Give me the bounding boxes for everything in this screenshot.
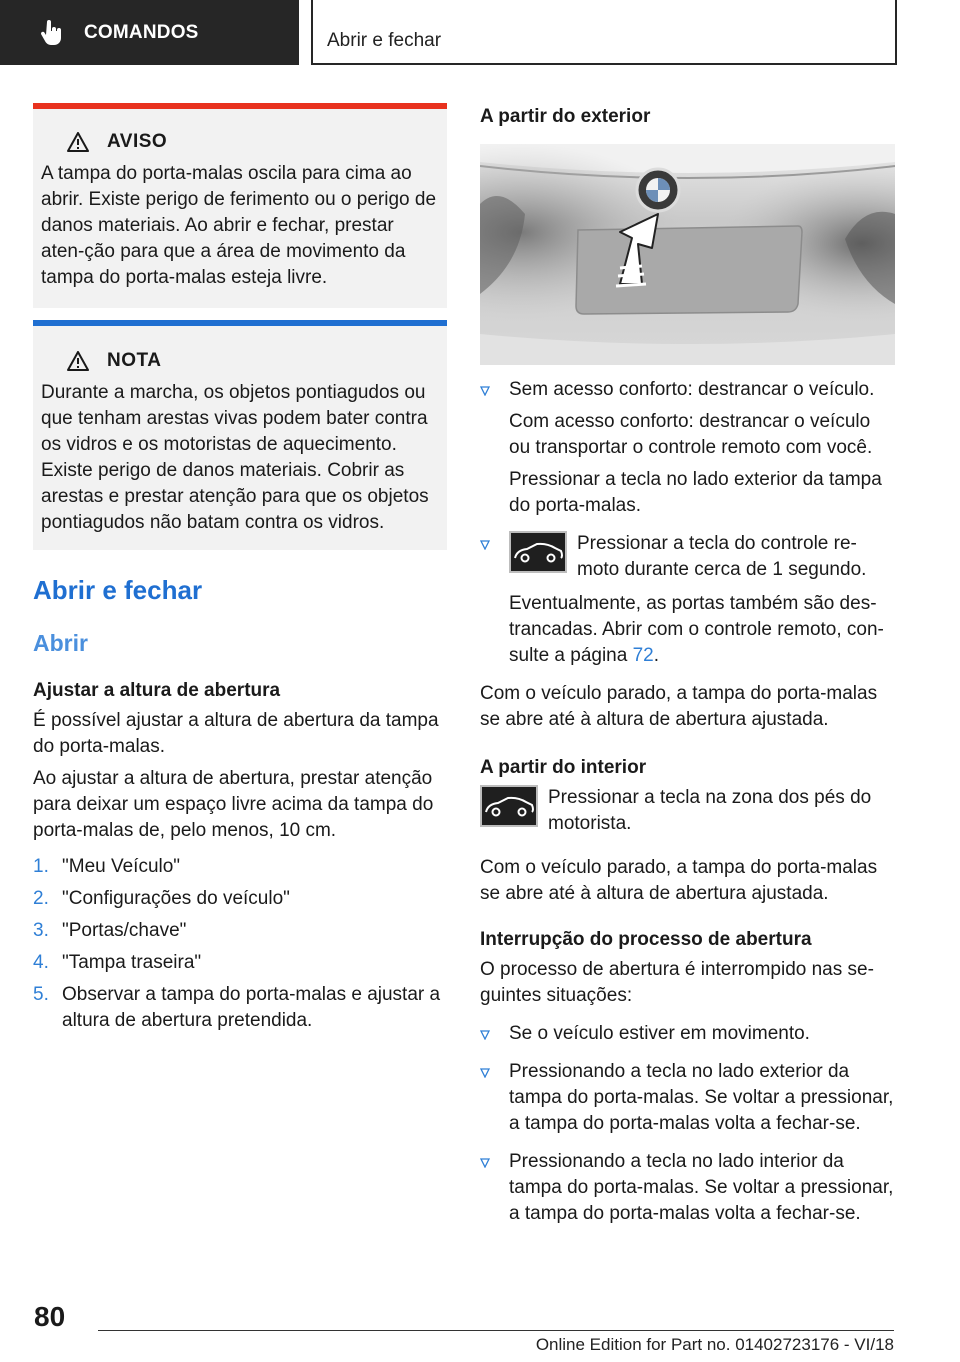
list-item: 1. "Meu Veículo": [33, 856, 181, 877]
triangle-bullet-icon: [480, 1068, 490, 1078]
warning-text: A tampa do porta-malas oscila para cima ao abrir. Existe perigo de ferimento ou o perigo de danos materiais. Ao abrir e fechar, prestar aten-ção para que a área de movimento da tampa do porta-malas esteja livre.: [41, 163, 437, 288]
note-box: [33, 320, 447, 550]
paragraph: Ao ajustar a altura de abertura, prestar atenção para deixar um espaço livre acima da tampa do porta-malas de, pelo menos, 10 cm.: [33, 768, 434, 841]
header-section-tab: [0, 0, 299, 65]
list-item: 3. "Portas/chave": [33, 920, 187, 941]
remote-instruction: Pressionar a tecla do controle re-moto durante cerca de 1 segundo.: [577, 533, 867, 580]
right-column: [480, 377, 895, 1239]
list-item: Pressionar a tecla do controle re-moto durante cerca de 1 segundo. Eventualmente, as portas também são des-trancadas. Abrir com o controle remoto, con-sulte a página 72.: [480, 531, 895, 669]
page-number: 80: [34, 1301, 66, 1332]
paragraph: Com o veículo parado, a tampa do porta-malas se abre até à altura de abertura ajustada.: [480, 857, 878, 904]
footer-edition: Online Edition for Part no. 01402723176 - VI/18: [535, 1335, 894, 1354]
warning-title: AVISO: [107, 131, 168, 152]
interruption-heading: Interrupção do processo de abertura: [480, 929, 812, 950]
paragraph: Com o veículo parado, a tampa do porta-malas se abre até à altura de abertura ajustada.: [480, 683, 878, 730]
paragraph: É possível ajustar a altura de abertura da tampa do porta-malas.: [33, 710, 439, 757]
interior-trunk-button-icon: [480, 785, 538, 827]
header-section-title: COMANDOS: [84, 21, 199, 43]
header-subtitle-box: [311, 0, 897, 65]
remote-trunk-button-icon: [509, 531, 567, 573]
warning-box: [33, 103, 447, 308]
triangle-bullet-icon: [480, 1158, 490, 1168]
triangle-bullet-icon: [480, 1030, 490, 1040]
paragraph: O processo de abertura é interrompido nas se-guintes situações:: [480, 959, 874, 1006]
hand-pointer-icon: [38, 19, 66, 47]
list-item: 4. "Tampa traseira": [33, 952, 202, 973]
list-item: 2. "Configurações do veículo": [33, 888, 290, 909]
exterior-heading: A partir do exterior: [480, 106, 651, 127]
triangle-bullet-icon: [480, 540, 490, 550]
exterior-steps: [480, 377, 895, 669]
interior-instruction: Pressionar a tecla na zona dos pés do motorista.: [548, 787, 872, 834]
list-item: Pressionando a tecla no lado interior da tampa do porta-malas. Se voltar a pressionar, a tampa do porta-malas volta a fechar-se.: [480, 1149, 895, 1227]
topic-heading: Ajustar a altura de abertura: [33, 680, 281, 701]
list-item: Se o veículo estiver em movimento.: [480, 1021, 895, 1047]
page-link[interactable]: 72: [632, 645, 654, 666]
list-item: Sem acesso conforto: destrancar o veículo. Com acesso conforto: destrancar o veículo ou transportar o controle remoto com você. Pressionar a tecla no lado exterior da tampa do porta-malas.: [480, 377, 895, 519]
section-heading: Abrir e fechar: [33, 575, 203, 605]
warning-heading: [67, 129, 439, 155]
warning-accent-bar: [33, 103, 447, 109]
subsection-heading: Abrir: [33, 630, 88, 656]
steps-list: [33, 854, 447, 1034]
triangle-bullet-icon: [480, 386, 490, 396]
left-column: [33, 574, 447, 1040]
interruption-cases: [480, 1021, 895, 1227]
note-text: Durante a marcha, os objetos pontiagudos ou que tenham arestas vivas podem bater contra os vidros e os motoristas de aquecimento. Existe perigo de danos materiais. Cobrir as arestas e prestar atenção para que os objetos pontiagudos não batam contra os vidros.: [41, 382, 429, 533]
header-subtitle: Abrir e fechar: [327, 30, 442, 51]
footer-divider: [98, 1330, 894, 1331]
note-heading: [67, 348, 439, 374]
list-item: 5. Observar a tampa do porta-malas e ajustar a altura de abertura pretendida.: [33, 984, 441, 1031]
warning-triangle-icon: [67, 132, 89, 152]
warning-triangle-icon: [67, 351, 89, 371]
note-title: NOTA: [107, 350, 162, 371]
list-item: Pressionando a tecla no lado exterior da tampa do porta-malas. Se voltar a pressionar, a tampa do porta-malas volta a fechar-se.: [480, 1059, 895, 1137]
note-accent-bar: [33, 320, 447, 326]
interior-heading: A partir do interior: [480, 757, 647, 778]
trunk-lid-photo: [480, 144, 895, 365]
